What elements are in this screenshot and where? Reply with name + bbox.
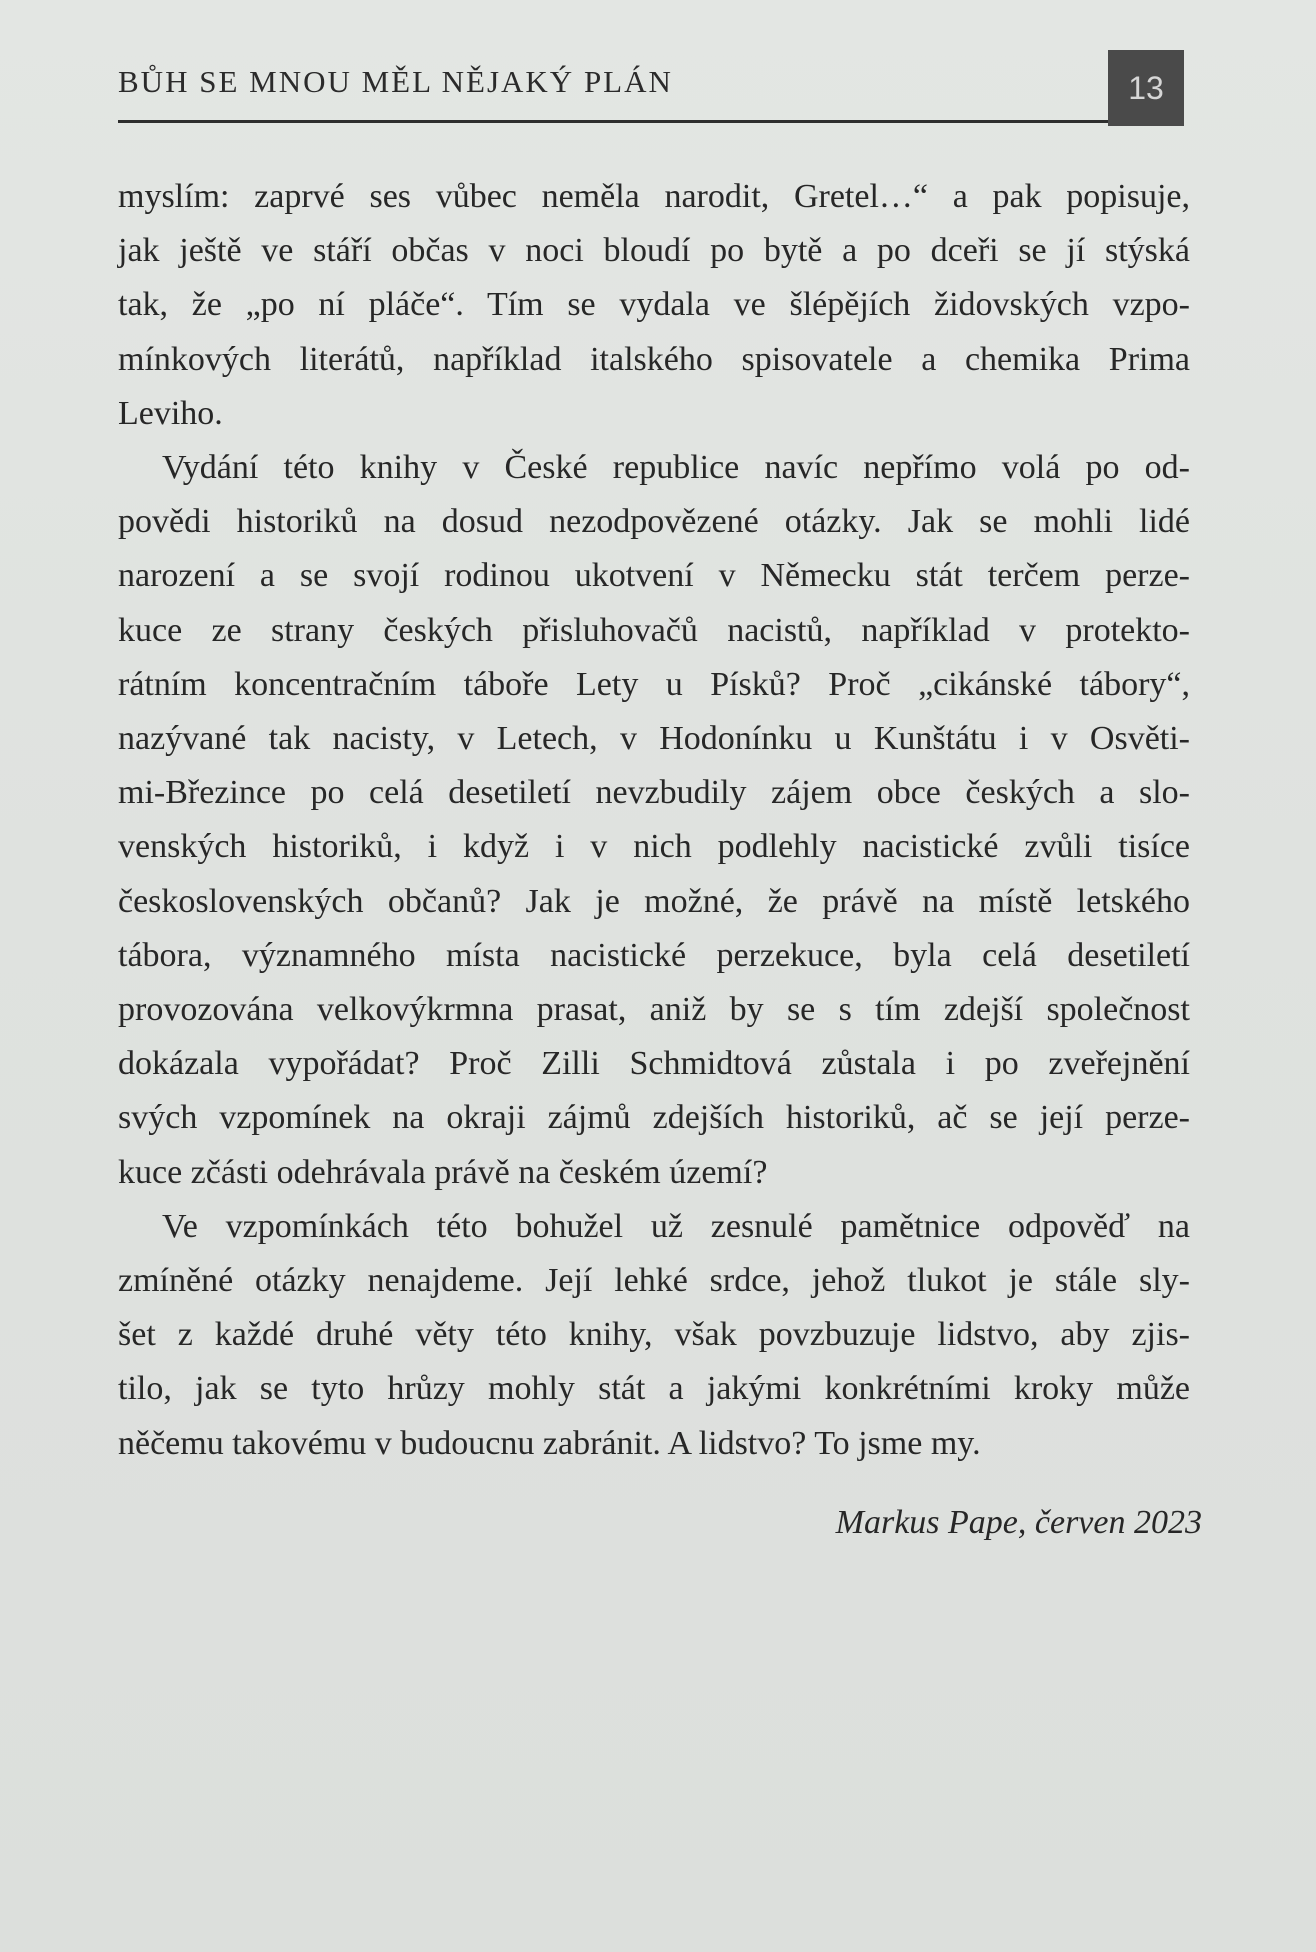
text-line: kuce zčásti odehrávala právě na českém území? (118, 1153, 768, 1191)
paragraph (118, 1200, 1190, 1471)
text-line: rátním koncentračním táboře Lety u Písků? Proč „cikánské tábory“, (118, 665, 1190, 703)
text-line: svých vzpomínek na okraji zájmů zdejších historiků, ač se její perze- (118, 1099, 1190, 1137)
text-line: dokázala vypořádat? Proč Zilli Schmidtová zůstala i po zveřejnění (118, 1045, 1190, 1083)
text-line: narození a se svojí rodinou ukotvení v Německu stát terčem perze- (118, 557, 1190, 595)
text-line: Ve vzpomínkách této bohužel už zesnulé pamětnice odpověď na (162, 1207, 1190, 1245)
text-line: tábora, významného místa nacistické perzekuce, byla celá desetiletí (118, 936, 1190, 974)
text-line: nazývané tak nacisty, v Letech, v Hodonínku u Kunštátu i v Osvěti- (118, 720, 1190, 758)
text-line: něčemu takovému v budoucnu zabránit. A lidstvo? To jsme my. (118, 1424, 981, 1462)
paragraph (118, 441, 1190, 1200)
running-head: BŮH SE MNOU MĚL NĚJAKÝ PLÁN (118, 64, 673, 99)
text-line: mínkových literátů, například italského spisovatele a chemika Prima (118, 340, 1190, 378)
text-line: povědi historiků na dosud nezodpovězené otázky. Jak se mohli lidé (118, 503, 1190, 541)
page-number-box (1108, 50, 1184, 126)
body-text (118, 170, 1190, 1471)
page-header (118, 62, 1184, 126)
text-line: myslím: zaprvé ses vůbec neměla narodit, Gretel…“ a pak popisuje, (118, 178, 1190, 215)
text-line: československých občanů? Jak je možné, že právě na místě letského (118, 882, 1190, 920)
page-number: 13 (1128, 69, 1164, 106)
text-line: mi-Březince po celá desetiletí nevzbudily zájem obce českých a slo- (118, 774, 1190, 812)
text-line: tilo, jak se tyto hrůzy mohly stát a jakými konkrétními kroky může (118, 1370, 1190, 1408)
text-line: zmíněné otázky nenajdeme. Její lehké srdce, jehož tlukot je stále sly- (118, 1262, 1190, 1300)
text-line: šet z každé druhé věty této knihy, však povzbuzuje lidstvo, aby zjis- (118, 1316, 1190, 1354)
header-rule (118, 120, 1110, 123)
text-line: Vydání této knihy v České republice navíc nepřímo volá po od- (162, 449, 1190, 487)
text-line: venských historiků, i když i v nich podlehly nacistické zvůli tisíce (118, 828, 1190, 866)
text-line: provozována velkovýkrmna prasat, aniž by se s tím zdejší společnost (118, 991, 1190, 1029)
paragraph (118, 170, 1190, 441)
text-line: tak, že „po ní pláče“. Tím se vydala ve šlépějích židovských vzpo- (118, 286, 1190, 324)
text-line: kuce ze strany českých přisluhovačů nacistů, například v protekto- (118, 611, 1190, 649)
author-signature: Markus Pape, červen 2023 (835, 1504, 1202, 1541)
text-line: jak ještě ve stáří občas v noci bloudí po bytě a po dceři se jí stýská (118, 232, 1190, 270)
text-line: Leviho. (118, 394, 223, 432)
